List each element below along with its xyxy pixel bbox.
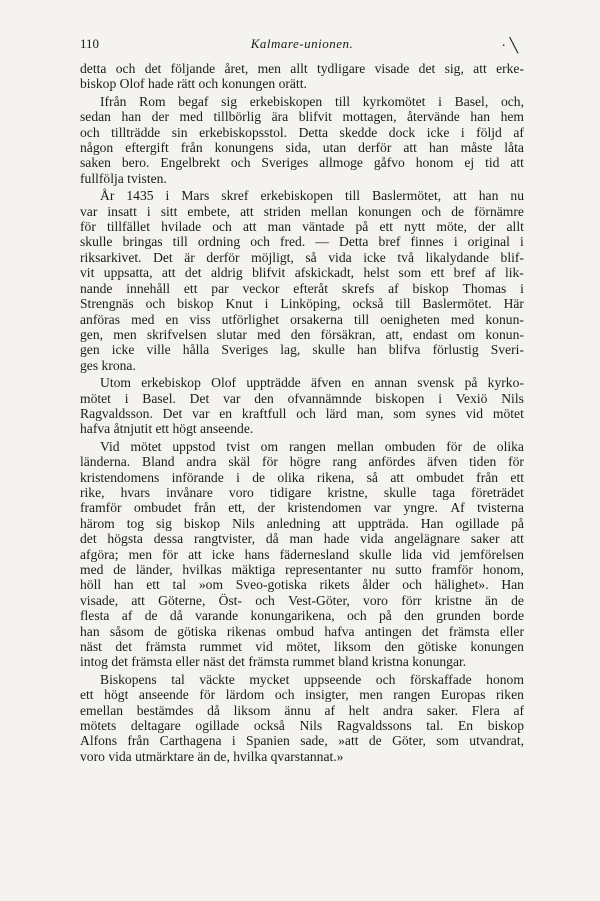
- text-line: Biskopens tal väckte mycket uppseende och förskaffade honom: [100, 671, 524, 687]
- text-line: anföras med en viss utförlighet orsakerna till oenigheten med konun-: [80, 311, 524, 327]
- text-line: näst det främsta rummet vid mötet, liksom den götiske konungen: [80, 639, 524, 655]
- text-line: han såsom de götiska rikenas ombud hafva antingen det främsta eller: [80, 623, 524, 639]
- text-line: med de länder, hvilkas mäktiga representanter nu sutto framför honom,: [80, 562, 524, 577]
- text-line: länderna. Bland andra skäl för högre rang anfördes äfven tiden för: [80, 454, 524, 470]
- text-line: voro vida utmärktare än de, hvilka qvarstannat.»: [80, 748, 344, 764]
- paragraph: [80, 94, 524, 186]
- text-line: kristendomens införande i de olika rikena, så att ombudet från ett: [80, 469, 524, 485]
- text-line: biskop Olof hade rätt och konungen orätt.: [80, 76, 307, 92]
- paragraph: [80, 188, 524, 373]
- text-line: Ragvaldsson. Det var en kraftfull och lärd man, som synes vid mötet: [80, 405, 524, 421]
- text-line: afgöra; men för att icke hans fädernesland skulle lida vid jemförelsen: [80, 546, 524, 562]
- text-line: vit uppsatta, att det aldrig blifvit afskickadt, helst som ett bref af lik-: [80, 265, 524, 281]
- text-line: gen icke ville hålla Sveriges lag, skulle han blifva förlustig Sveri-: [80, 342, 524, 358]
- text-line: Ifrån Rom begaf sig erkebiskopen till kyrkomötet i Basel, och,: [100, 93, 524, 109]
- text-line: mötets deltagare ogillade också Nils Ragvaldssons tal. En biskop: [80, 718, 524, 734]
- text-line: sedan han der med tillbörlig ära blifvit mottagen, återvände han hem: [80, 109, 524, 125]
- paragraph: [80, 61, 524, 92]
- text-line: och tillträdde sin erkebiskopsstol. Detta skedde dock icke i följd af: [80, 124, 524, 140]
- text-line: rike, hvars invånare voro tidigare kristne, skulle taga företrädet: [80, 484, 524, 500]
- text-line: riksarkivet. Det är derför möjligt, så vida icke två likalydande blif-: [80, 249, 524, 265]
- body-text: [80, 61, 524, 766]
- text-line: gen, men skrifvelsen slutar med den försäkran, att, endast om konun-: [80, 326, 524, 342]
- text-line: mötet i Basel. Det var den ofvannämnde biskopen i Vexiö Nils: [80, 390, 524, 406]
- text-line: flesta af de då varande konungarikena, och på den grunden borde: [80, 608, 524, 624]
- text-line: ges krona.: [80, 357, 136, 373]
- text-line: detta och det följande året, men allt tydligare visade det sig, att erke-: [80, 61, 524, 76]
- page-number: 110: [80, 36, 100, 51]
- text-line: för tillfället hvilade och att man väntade på ett nytt möte, der allt: [80, 219, 524, 235]
- text-line: saken bero. Engelbrekt och Sveriges allmoge gåfvo honom ej tid att: [80, 155, 524, 171]
- text-line: var insatt i sitt embete, att striden mellan konungen och de förnämre: [80, 203, 524, 219]
- text-line: visade, att Göterne, Öst- och Vest-Göter, voro förr kristne än de: [80, 592, 524, 608]
- text-line: fullfölja tvisten.: [80, 170, 167, 186]
- text-line: höll han ett tal »om Sveo-gotiska rikets ålder och hälighet». Han: [80, 577, 524, 593]
- paragraph: [80, 672, 524, 764]
- running-title: Kalmare-unionen.: [250, 36, 354, 51]
- text-line: framför ombudet från ett, der kristendomen var yngre. Af tvisterna: [80, 500, 524, 516]
- paragraph: [80, 439, 524, 670]
- text-line: Utom erkebiskop Olof uppträdde äfven en annan svensk på kyrko-: [100, 375, 524, 391]
- text-line: Vid mötet uppstod tvist om rangen mellan ombuden för de olika: [100, 438, 524, 454]
- text-line: intog det främsta eller näst det främsta rummet bland kristna konungar.: [80, 654, 467, 670]
- text-line: skulle bringas till ordning och fred. — Detta bref finnes i original i: [80, 234, 524, 250]
- text-line: Alfons från Carthagena i Spanien sade, »att de Göter, som utvandrat,: [80, 733, 524, 749]
- text-line: emellan bestämdes då liksom ännu af helt andra saker. Flera af: [80, 702, 524, 718]
- text-line: ett högt anseende för lärdom och insigter, men rangen Europas riken: [80, 687, 524, 703]
- text-line: År 1435 i Mars skref erkebiskopen till Baslermötet, att han nu: [100, 188, 524, 204]
- paragraph: [80, 375, 524, 437]
- text-line: det högsta dessa rangtvister, då man hade vida angelägnare saker att: [80, 531, 524, 547]
- corner-marks: · ╲: [501, 39, 518, 54]
- text-line: härom tog sig biskop Nils anledning att uppträda. Han ogillade på: [80, 515, 524, 531]
- text-line: någon eftergift från konungens sida, utan derför att han måste låta: [80, 140, 524, 156]
- page-header: [80, 36, 524, 52]
- text-line: hafva åtnjutit ett högt anseende.: [80, 421, 254, 437]
- text-line: nande innehåll ett par veckor efteråt skrefs af biskop Thomas i: [80, 280, 524, 296]
- text-line: Strengnäs och biskop Knut i Linköping, också till Baslermötet. Här: [80, 296, 524, 312]
